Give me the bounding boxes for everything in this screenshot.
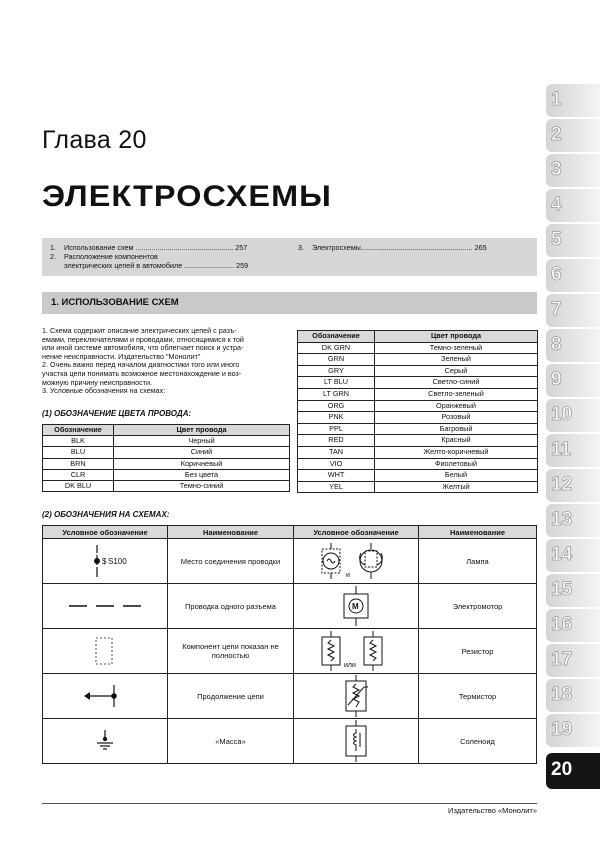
tab-label: 2 bbox=[551, 124, 562, 145]
code-cell: GRY bbox=[298, 365, 375, 377]
color-cell: Зеленый bbox=[375, 354, 538, 366]
table-of-contents bbox=[42, 238, 537, 276]
dashed-box-icon bbox=[90, 634, 120, 668]
table-row bbox=[298, 435, 538, 447]
toc-num-1: 1. bbox=[50, 243, 56, 252]
chapter-tab-8[interactable] bbox=[546, 329, 600, 362]
chapter-tab-5[interactable] bbox=[546, 224, 600, 257]
circuit-continuation-icon bbox=[80, 681, 130, 711]
symbol-name: Резистор bbox=[419, 629, 537, 674]
intro-line: емами, переключателями и проводами, относящимися к той bbox=[42, 334, 244, 344]
col-header: Цвет провода bbox=[114, 425, 290, 436]
resistor-icon bbox=[316, 631, 396, 671]
table-row bbox=[43, 481, 290, 492]
partial-component-cell bbox=[43, 629, 168, 674]
toc-item-3[interactable]: Электросхемы........................................................ 265 bbox=[312, 243, 487, 252]
symbol-name: Соленоид bbox=[419, 719, 537, 764]
toc-item-1[interactable]: Использование схем ................................................. 257 bbox=[64, 243, 248, 252]
chapter-tab-3[interactable] bbox=[546, 154, 600, 187]
chapter-tab-19[interactable] bbox=[546, 714, 600, 747]
code-cell: BLU bbox=[43, 447, 114, 458]
tab-label: 13 bbox=[551, 509, 573, 530]
code-cell: PPL bbox=[298, 423, 375, 435]
color-cell: Фиолетовый bbox=[375, 458, 538, 470]
ground-icon bbox=[90, 726, 120, 756]
wire-color-subheading: (1) ОБОЗНАЧЕНИЕ ЦВЕТА ПРОВОДА: bbox=[42, 409, 192, 418]
table-row bbox=[298, 354, 538, 366]
chapter-tab-9[interactable] bbox=[546, 364, 600, 397]
chapter-tab-10[interactable] bbox=[546, 399, 600, 432]
table-row bbox=[298, 481, 538, 493]
tab-label: 6 bbox=[551, 264, 562, 285]
tab-label: 19 bbox=[551, 719, 573, 740]
intro-line: 3. Условные обозначения на схемах: bbox=[42, 386, 166, 396]
tab-label: 11 bbox=[551, 439, 572, 460]
code-cell: LT GRN bbox=[298, 388, 375, 400]
table-row bbox=[298, 470, 538, 482]
code-cell: BRN bbox=[43, 458, 114, 469]
table-row bbox=[43, 469, 290, 480]
color-cell: Багровый bbox=[375, 423, 538, 435]
ground-cell bbox=[43, 719, 168, 764]
splice-label: S100 bbox=[108, 557, 127, 566]
table-row bbox=[298, 342, 538, 354]
wire-color-table-right bbox=[297, 330, 538, 493]
tab-label: 9 bbox=[551, 369, 562, 390]
chapter-tab-2[interactable] bbox=[546, 119, 600, 152]
table-row bbox=[298, 458, 538, 470]
chapter-tab-17[interactable] bbox=[546, 644, 600, 677]
tab-label: 14 bbox=[551, 544, 573, 565]
tab-label: 10 bbox=[551, 404, 573, 425]
motor-icon bbox=[336, 586, 376, 626]
table-row bbox=[298, 412, 538, 424]
code-cell: VIO bbox=[298, 458, 375, 470]
table-row bbox=[298, 446, 538, 458]
or-label: и bbox=[346, 572, 350, 579]
code-cell: PNK bbox=[298, 412, 375, 424]
resistor-symbol-cell bbox=[294, 629, 419, 674]
color-cell: Синий bbox=[114, 447, 290, 458]
code-cell: WHT bbox=[298, 470, 375, 482]
tab-label: 3 bbox=[551, 159, 562, 180]
toc-num-2: 2. bbox=[50, 252, 56, 261]
publisher-footer: Издательство «Монолит» bbox=[448, 806, 537, 815]
table-row bbox=[43, 447, 290, 458]
section-title: 1. ИСПОЛЬЗОВАНИЕ СХЕМ bbox=[51, 297, 179, 308]
color-cell: Красный bbox=[375, 435, 538, 447]
symbols-table bbox=[42, 525, 537, 764]
col-header: Условное обозначение bbox=[43, 526, 168, 539]
col-header: Обозначение bbox=[298, 331, 375, 343]
symbol-name: Лампа bbox=[419, 539, 537, 584]
toc-num-3: 3. bbox=[298, 243, 304, 252]
wire-color-table-left bbox=[42, 424, 290, 492]
table-row bbox=[298, 400, 538, 412]
color-cell: Желтый bbox=[375, 481, 538, 493]
chapter-tab-4[interactable] bbox=[546, 189, 600, 222]
color-cell: Светло-синий bbox=[375, 377, 538, 389]
code-cell: ORG bbox=[298, 400, 375, 412]
symbol-name: Продолжение цепи bbox=[168, 674, 294, 719]
splice-symbol-cell bbox=[43, 539, 168, 584]
symbol-name: Электромотор bbox=[419, 584, 537, 629]
chapter-tab-15[interactable] bbox=[546, 574, 600, 607]
color-cell: Коричневый bbox=[114, 458, 290, 469]
color-cell: Темно-синий bbox=[114, 481, 290, 492]
solenoid-icon bbox=[336, 720, 376, 762]
table-row bbox=[43, 458, 290, 469]
color-cell: Розовый bbox=[375, 412, 538, 424]
tab-label: 20 bbox=[551, 759, 573, 780]
toc-item-2[interactable]: Расположение компонентов bbox=[64, 252, 158, 261]
intro-text bbox=[42, 327, 290, 396]
tab-label: 18 bbox=[551, 684, 573, 705]
col-header: Цвет провода bbox=[375, 331, 538, 343]
color-cell: Светло-зеленый bbox=[375, 388, 538, 400]
splice-symbol-icon bbox=[75, 543, 135, 579]
continuation-cell bbox=[43, 674, 168, 719]
chapter-tab-7[interactable] bbox=[546, 294, 600, 327]
code-cell: TAN bbox=[298, 446, 375, 458]
code-cell: RED bbox=[298, 435, 375, 447]
code-cell: LT BLU bbox=[298, 377, 375, 389]
intro-line: или иной системе автомобиля, что облегчает поиск и устра- bbox=[42, 343, 244, 353]
color-cell: Без цвета bbox=[114, 469, 290, 480]
connector-wiring-cell bbox=[43, 584, 168, 629]
section-header bbox=[42, 292, 537, 314]
symbol-name: Место соединения проводки bbox=[168, 539, 294, 584]
svg-text:$: $ bbox=[102, 557, 107, 566]
code-cell: GRN bbox=[298, 354, 375, 366]
chapter-tab-14[interactable] bbox=[546, 539, 600, 572]
symbol-name: Термистор bbox=[419, 674, 537, 719]
intro-line: нение неисправности. Издательство "Монолит" bbox=[42, 351, 201, 361]
chapter-tab-13[interactable] bbox=[546, 504, 600, 537]
symbols-subheading: (2) ОБОЗНАЧЕНИЯ НА СХЕМАХ: bbox=[42, 510, 170, 519]
intro-line: участка цепи понимать возможное местонахождение и воз- bbox=[42, 368, 242, 378]
table-row bbox=[298, 365, 538, 377]
code-cell: YEL bbox=[298, 481, 375, 493]
tab-label: 16 bbox=[551, 614, 573, 635]
code-cell: BLK bbox=[43, 436, 114, 447]
toc-item-2-cont[interactable]: электрических цепей в автомобиле ......................... 259 bbox=[64, 261, 249, 270]
table-row bbox=[43, 629, 537, 674]
intro-line: 2. Очень важно перед началом диагностики того или иного bbox=[42, 360, 240, 370]
col-header: Условное обозначение bbox=[294, 526, 419, 539]
symbol-name: «Масса» bbox=[168, 719, 294, 764]
color-cell: Черный bbox=[114, 436, 290, 447]
chapter-tab-11[interactable] bbox=[546, 434, 600, 467]
code-cell: DK GRN bbox=[298, 342, 375, 354]
color-cell: Белый bbox=[375, 470, 538, 482]
table-row bbox=[43, 584, 537, 629]
tab-label: 1 bbox=[551, 89, 562, 110]
chapter-tab-12[interactable] bbox=[546, 469, 600, 502]
solenoid-symbol-cell bbox=[294, 719, 419, 764]
footer-divider bbox=[42, 803, 537, 804]
code-cell: DK BLU bbox=[43, 481, 114, 492]
col-header: Наименование bbox=[419, 526, 537, 539]
color-cell: Серый bbox=[375, 365, 538, 377]
table-row bbox=[298, 423, 538, 435]
dashed-wire-icon bbox=[65, 596, 145, 616]
chapter-tab-18[interactable] bbox=[546, 679, 600, 712]
motor-label: M bbox=[352, 602, 359, 611]
chapter-tab-20[interactable] bbox=[546, 753, 600, 789]
symbol-name: Компонент цепи показан не полностью bbox=[168, 629, 294, 674]
thermistor-symbol-cell bbox=[294, 674, 419, 719]
tab-label: 7 bbox=[551, 299, 562, 320]
tab-label: 12 bbox=[551, 474, 573, 495]
lamp-symbol-cell bbox=[294, 539, 419, 584]
table-row bbox=[298, 388, 538, 400]
table-row bbox=[43, 539, 537, 584]
thermistor-icon bbox=[336, 675, 376, 717]
tab-label: 17 bbox=[551, 649, 573, 670]
col-header: Обозначение bbox=[43, 425, 114, 436]
lamp-icon bbox=[311, 541, 401, 581]
chapter-title: ЭЛЕКТРОСХЕМЫ bbox=[42, 180, 332, 213]
table-row bbox=[43, 719, 537, 764]
color-cell: Темно-зеленый bbox=[375, 342, 538, 354]
tab-label: 8 bbox=[551, 334, 562, 355]
tab-label: 5 bbox=[551, 229, 562, 250]
col-header: Наименование bbox=[168, 526, 294, 539]
or-label: или bbox=[344, 662, 356, 669]
symbol-name: Проводка одного разъема bbox=[168, 584, 294, 629]
chapter-label: Глава 20 bbox=[42, 126, 147, 154]
table-row bbox=[298, 377, 538, 389]
tab-label: 15 bbox=[551, 579, 573, 600]
intro-line: можную причину неисправности. bbox=[42, 377, 152, 387]
table-row bbox=[43, 674, 537, 719]
intro-line: 1. Схема содержит описание электрических цепей с разъ- bbox=[42, 326, 237, 335]
table-row bbox=[43, 436, 290, 447]
chapter-tab-16[interactable] bbox=[546, 609, 600, 642]
code-cell: CLR bbox=[43, 469, 114, 480]
chapter-tab-6[interactable] bbox=[546, 259, 600, 292]
tab-label: 4 bbox=[551, 194, 562, 215]
motor-symbol-cell bbox=[294, 584, 419, 629]
color-cell: Оранжевый bbox=[375, 400, 538, 412]
chapter-tab-1[interactable] bbox=[546, 84, 600, 117]
color-cell: Желто-коричневый bbox=[375, 446, 538, 458]
